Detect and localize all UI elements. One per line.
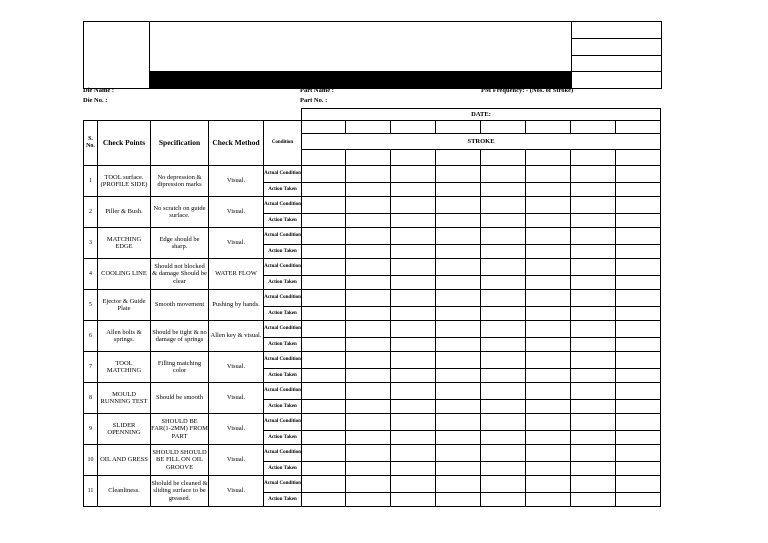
row-specification: Should not blocked & damage Should be clear [151,259,209,290]
action-taken-label: Action Taken [264,307,302,321]
action-taken-label: Action Taken [264,400,302,414]
actual-condition-cell [436,383,481,400]
date-cell [391,121,436,134]
stroke-cell [302,150,346,166]
actual-condition-cell [391,352,436,369]
actual-condition-cell [571,414,616,431]
actual-condition-cell [302,166,346,183]
action-taken-cell [571,431,616,445]
row-check-method: Visual. [209,383,264,414]
row-check-method: Visual. [209,445,264,476]
action-taken-cell [391,183,436,197]
doc-info-cell [572,72,662,89]
actual-condition-cell [526,352,571,369]
specification-header: Specification [151,121,209,166]
stroke-cell [436,150,481,166]
actual-condition-cell [436,414,481,431]
row-check-point: MATCHING EDGE [98,228,151,259]
stroke-cell [526,150,571,166]
actual-condition-cell [436,228,481,245]
actual-condition-cell [616,290,661,307]
actual-condition-cell [436,321,481,338]
check-method-header: Check Method [209,121,264,166]
actual-condition-cell [526,414,571,431]
action-taken-cell [616,183,661,197]
actual-condition-cell [391,166,436,183]
action-taken-cell [391,462,436,476]
checklist-row [84,197,661,214]
action-taken-cell [481,369,526,383]
action-taken-cell [302,462,346,476]
row-check-point: OIL AND GRESS [98,445,151,476]
actual-condition-label: Actual Condition [264,352,302,369]
checklist-row [84,321,661,338]
actual-condition-cell [436,259,481,276]
actual-condition-cell [391,321,436,338]
date-cell [346,121,391,134]
action-taken-cell [346,400,391,414]
actual-condition-cell [436,197,481,214]
row-check-point: Ejector & Guide Plate [98,290,151,321]
actual-condition-cell [302,290,346,307]
stroke-cell [346,150,391,166]
actual-condition-cell [481,166,526,183]
row-specification: Should be smooth [151,383,209,414]
actual-condition-label: Actual Condition [264,290,302,307]
action-taken-cell [481,245,526,259]
actual-condition-cell [391,383,436,400]
action-taken-cell [302,493,346,507]
row-sno: 8 [84,383,98,414]
row-specification: SHOULD BE FAR(1-2MM) FROM PART [151,414,209,445]
actual-condition-cell [571,352,616,369]
action-taken-cell [302,431,346,445]
title-bar [150,72,572,89]
action-taken-cell [526,245,571,259]
action-taken-cell [526,214,571,228]
action-taken-cell [346,493,391,507]
action-taken-cell [436,276,481,290]
action-taken-cell [616,400,661,414]
actual-condition-cell [346,259,391,276]
action-taken-cell [436,431,481,445]
actual-condition-cell [571,259,616,276]
pm-checksheet [83,21,661,531]
action-taken-cell [302,276,346,290]
actual-condition-cell [616,383,661,400]
row-specification: No depression & dipression marks [151,166,209,197]
actual-condition-cell [436,445,481,462]
actual-condition-cell [481,414,526,431]
actual-condition-cell [346,383,391,400]
action-taken-cell [302,183,346,197]
date-cell [616,121,661,134]
actual-condition-cell [302,352,346,369]
part-no-label: Part No. : [300,97,328,104]
stroke-cell [571,150,616,166]
row-sno: 1 [84,166,98,197]
row-check-method: Pushing by hands. [209,290,264,321]
actual-condition-label: Actual Condition [264,383,302,400]
die-part-info [83,87,661,108]
action-taken-cell [481,493,526,507]
action-taken-cell [526,307,571,321]
actual-condition-cell [346,352,391,369]
action-taken-cell [436,214,481,228]
action-taken-cell [391,214,436,228]
action-taken-cell [346,338,391,352]
actual-condition-cell [481,321,526,338]
row-check-point: TOOL MATCHING [98,352,151,383]
row-check-point: TOOL surface. (PROFILE SIDE) [98,166,151,197]
actual-condition-cell [571,476,616,493]
actual-condition-cell [436,476,481,493]
actual-condition-label: Actual Condition [264,259,302,276]
logo-box [84,22,150,89]
checksheet-table [83,108,661,507]
actual-condition-cell [526,197,571,214]
action-taken-cell [391,307,436,321]
checklist-row [84,445,661,462]
row-check-method: WATER FLOW [209,259,264,290]
action-taken-cell [481,400,526,414]
row-check-method: Visual. [209,166,264,197]
row-check-method: Visual. [209,228,264,259]
actual-condition-label: Actual Condition [264,445,302,462]
stroke-cell [616,150,661,166]
actual-condition-cell [616,321,661,338]
action-taken-cell [391,338,436,352]
action-taken-cell [346,462,391,476]
actual-condition-label: Actual Condition [264,414,302,431]
checklist-row [84,352,661,369]
actual-condition-label: Actual Condition [264,197,302,214]
actual-condition-cell [346,290,391,307]
actual-condition-cell [616,228,661,245]
actual-condition-cell [391,259,436,276]
action-taken-cell [391,431,436,445]
actual-condition-cell [346,445,391,462]
actual-condition-label: Actual Condition [264,476,302,493]
row-check-point: COOLING LINE [98,259,151,290]
actual-condition-cell [481,228,526,245]
action-taken-cell [346,369,391,383]
action-taken-cell [481,307,526,321]
date-cell [436,121,481,134]
actual-condition-cell [302,321,346,338]
action-taken-label: Action Taken [264,462,302,476]
action-taken-cell [616,276,661,290]
actual-condition-cell [481,383,526,400]
row-specification: Should be tight & no damage of springs [151,321,209,352]
row-sno: 5 [84,290,98,321]
action-taken-cell [436,183,481,197]
actual-condition-cell [302,259,346,276]
row-check-method: Visual. [209,197,264,228]
actual-condition-cell [481,352,526,369]
checklist-row [84,259,661,276]
actual-condition-cell [391,445,436,462]
checklist-row [84,414,661,431]
action-taken-cell [481,183,526,197]
date-cell [571,121,616,134]
actual-condition-cell [302,228,346,245]
actual-condition-cell [571,445,616,462]
actual-condition-cell [302,383,346,400]
actual-condition-cell [616,352,661,369]
blank-corner [84,109,302,121]
action-taken-cell [302,369,346,383]
date-cell [302,121,346,134]
row-sno: 3 [84,228,98,259]
actual-condition-cell [571,290,616,307]
action-taken-cell [571,183,616,197]
action-taken-cell [481,462,526,476]
action-taken-cell [346,307,391,321]
action-taken-cell [526,369,571,383]
row-check-method: Allen key & visual. [209,321,264,352]
action-taken-cell [391,400,436,414]
row-specification: Filling matching color [151,352,209,383]
action-taken-cell [571,307,616,321]
actual-condition-cell [302,445,346,462]
row-check-point: Cleanliness. [98,476,151,507]
action-taken-cell [571,369,616,383]
action-taken-cell [436,400,481,414]
row-specification: Sholuld be cleaned & sliding surface to be greased. [151,476,209,507]
actual-condition-cell [346,476,391,493]
row-check-point: SLIDER OPENNING [98,414,151,445]
actual-condition-cell [391,290,436,307]
action-taken-cell [571,245,616,259]
actual-condition-cell [616,197,661,214]
sno-header: S. No. [84,121,98,166]
actual-condition-cell [481,197,526,214]
actual-condition-cell [616,166,661,183]
row-specification: Smooth movement [151,290,209,321]
action-taken-cell [526,400,571,414]
actual-condition-cell [302,197,346,214]
stroke-cell [391,150,436,166]
action-taken-cell [571,214,616,228]
action-taken-cell [302,400,346,414]
actual-condition-cell [526,321,571,338]
actual-condition-label: Actual Condition [264,228,302,245]
actual-condition-cell [346,228,391,245]
action-taken-cell [346,183,391,197]
row-sno: 4 [84,259,98,290]
actual-condition-cell [571,383,616,400]
actual-condition-cell [436,166,481,183]
action-taken-cell [436,369,481,383]
checklist-row [84,476,661,493]
actual-condition-cell [346,166,391,183]
checklist-row [84,166,661,183]
row-sno: 2 [84,197,98,228]
action-taken-label: Action Taken [264,338,302,352]
row-sno: 9 [84,414,98,445]
action-taken-cell [481,276,526,290]
action-taken-cell [571,400,616,414]
doc-info-cell [572,22,662,39]
action-taken-cell [526,431,571,445]
row-check-method: Visual. [209,476,264,507]
actual-condition-cell [616,476,661,493]
action-taken-cell [571,338,616,352]
actual-condition-label: Actual Condition [264,166,302,183]
date-cell [526,121,571,134]
row-sno: 11 [84,476,98,507]
action-taken-cell [616,431,661,445]
action-taken-cell [436,493,481,507]
date-cell [481,121,526,134]
action-taken-cell [391,493,436,507]
action-taken-cell [302,307,346,321]
actual-condition-cell [302,476,346,493]
check-points-header: Check Points [98,121,151,166]
action-taken-cell [346,214,391,228]
actual-condition-cell [391,476,436,493]
actual-condition-cell [481,290,526,307]
actual-condition-cell [346,321,391,338]
action-taken-cell [526,276,571,290]
action-taken-cell [616,214,661,228]
actual-condition-cell [391,228,436,245]
actual-condition-cell [526,383,571,400]
actual-condition-cell [391,414,436,431]
action-taken-cell [526,493,571,507]
actual-condition-cell [391,197,436,214]
stroke-header: STROKE [302,134,661,150]
date-header: DATE: [302,109,661,121]
action-taken-cell [481,214,526,228]
header-block [83,21,662,89]
action-taken-cell [616,338,661,352]
actual-condition-cell [616,259,661,276]
die-no-label: Die No. : [83,97,108,104]
action-taken-cell [302,338,346,352]
checklist-row [84,383,661,400]
action-taken-cell [302,214,346,228]
action-taken-cell [391,369,436,383]
row-sno: 10 [84,445,98,476]
actual-condition-cell [346,414,391,431]
actual-condition-cell [481,445,526,462]
action-taken-label: Action Taken [264,493,302,507]
action-taken-cell [571,493,616,507]
actual-condition-cell [616,414,661,431]
action-taken-cell [391,276,436,290]
actual-condition-cell [526,228,571,245]
action-taken-cell [571,276,616,290]
action-taken-cell [616,307,661,321]
condition-header: Condition [264,121,302,166]
action-taken-label: Action Taken [264,276,302,290]
action-taken-label: Action Taken [264,214,302,228]
action-taken-cell [616,493,661,507]
actual-condition-cell [346,197,391,214]
actual-condition-cell [571,166,616,183]
action-taken-label: Action Taken [264,431,302,445]
actual-condition-cell [526,166,571,183]
actual-condition-cell [436,352,481,369]
action-taken-cell [526,462,571,476]
action-taken-cell [526,338,571,352]
row-check-method: Visual. [209,352,264,383]
actual-condition-cell [526,259,571,276]
title-box [150,22,572,72]
action-taken-label: Action Taken [264,183,302,197]
row-specification: No scratch on guide surface. [151,197,209,228]
row-specification: SHOULD SHOULD BE FILL ON OIL GROOVE [151,445,209,476]
action-taken-cell [302,245,346,259]
actual-condition-cell [571,321,616,338]
stroke-cell [481,150,526,166]
action-taken-cell [346,276,391,290]
actual-condition-cell [571,197,616,214]
actual-condition-cell [481,476,526,493]
row-check-point: MOULD RUNNING TEST [98,383,151,414]
action-taken-cell [616,245,661,259]
row-check-point: Allen bolts & springs. [98,321,151,352]
checklist-row [84,290,661,307]
actual-condition-cell [616,445,661,462]
action-taken-cell [346,431,391,445]
pm-frequency-label: PM Frequency: - (Nos. of Stroke) [481,87,574,94]
action-taken-cell [526,183,571,197]
action-taken-cell [436,462,481,476]
action-taken-cell [346,245,391,259]
action-taken-cell [436,338,481,352]
row-check-method: Visual. [209,414,264,445]
action-taken-cell [481,431,526,445]
actual-condition-cell [526,476,571,493]
row-sno: 7 [84,352,98,383]
actual-condition-cell [302,414,346,431]
actual-condition-cell [481,259,526,276]
actual-condition-cell [571,228,616,245]
action-taken-cell [436,245,481,259]
die-name-label: Die Name : [83,87,115,94]
actual-condition-label: Actual Condition [264,321,302,338]
actual-condition-cell [526,445,571,462]
action-taken-cell [571,462,616,476]
action-taken-cell [616,462,661,476]
doc-info-cell [572,38,662,55]
action-taken-cell [436,307,481,321]
checklist-row [84,228,661,245]
actual-condition-cell [526,290,571,307]
action-taken-cell [481,338,526,352]
row-check-point: Piller & Bush. [98,197,151,228]
action-taken-label: Action Taken [264,245,302,259]
action-taken-cell [391,245,436,259]
doc-info-cell [572,55,662,72]
part-name-label: Part Name : [300,87,334,94]
row-sno: 6 [84,321,98,352]
action-taken-label: Action Taken [264,369,302,383]
action-taken-cell [616,369,661,383]
actual-condition-cell [436,290,481,307]
row-specification: Edge should be sharp. [151,228,209,259]
